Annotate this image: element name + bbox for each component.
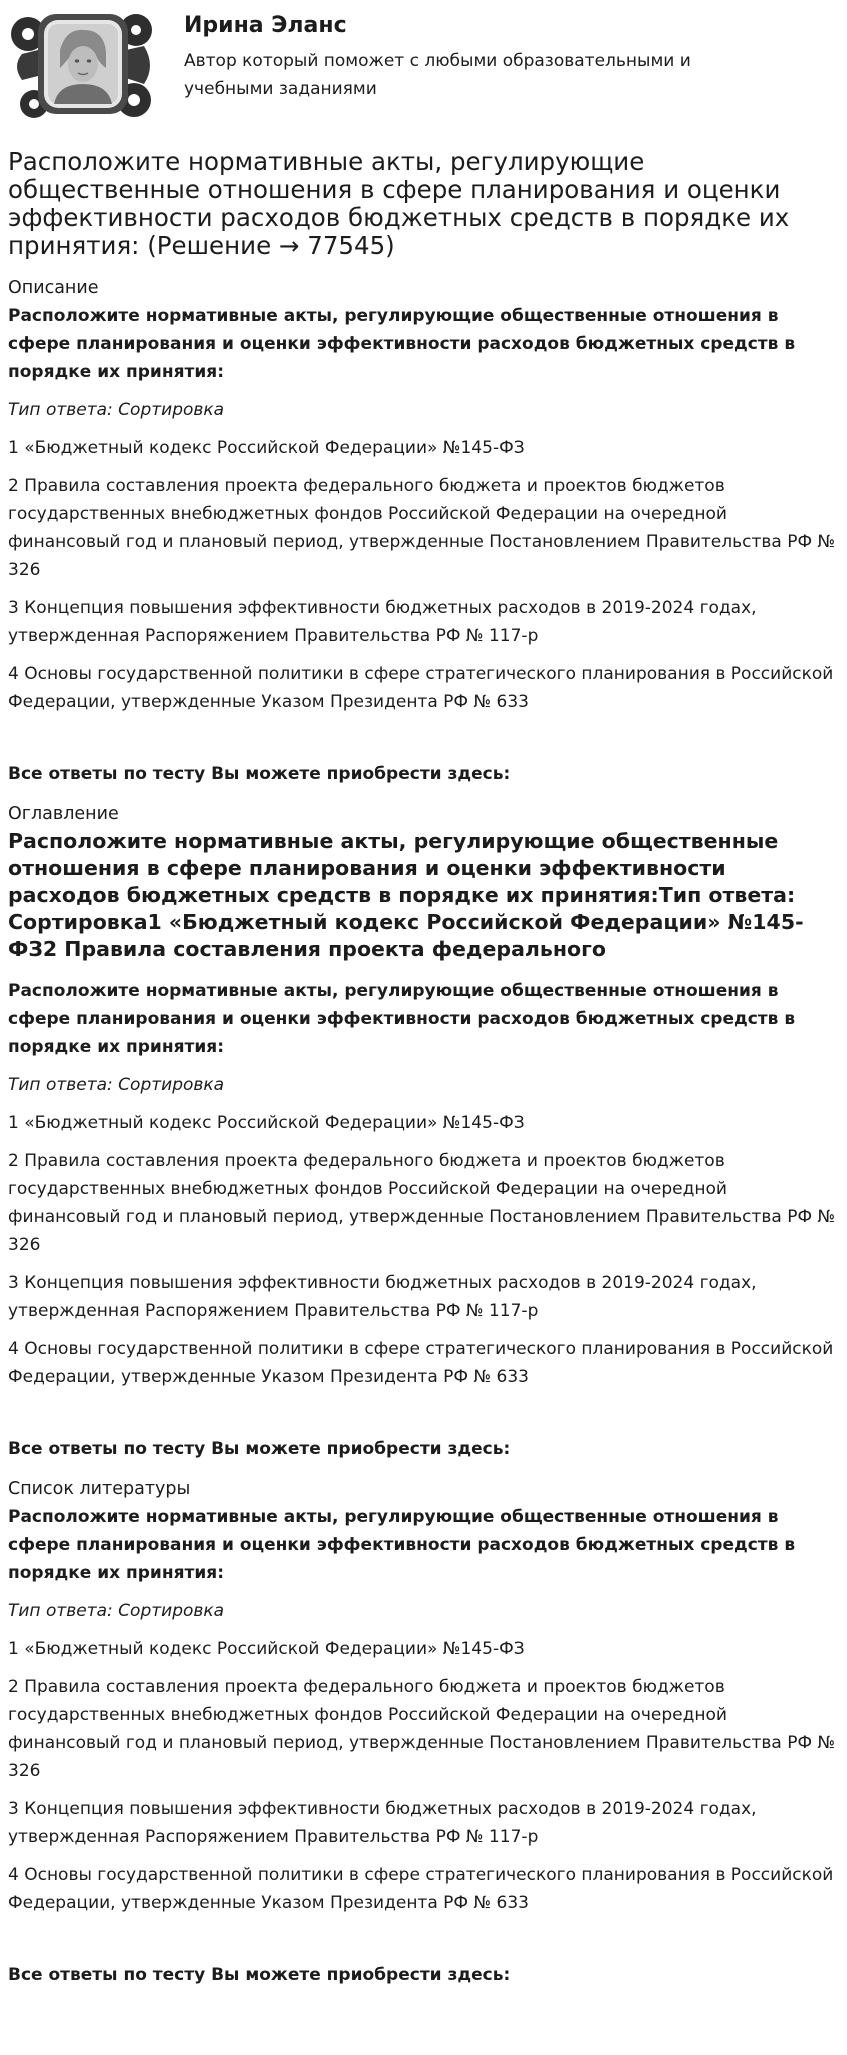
buy-answers-note: Все ответы по тесту Вы можете приобрести здесь:: [8, 1439, 511, 1459]
option-item: 4 Основы государственной политики в сфере стратегического планирования в Российской Федерации, утвержденные Указом Президента РФ № 633: [8, 1339, 834, 1387]
page-title: Расположите нормативные акты, регулирующие общественные отношения в сфере планирования и оценки эффективности расходов бюджетных средств в порядке их принятия: (Решение → 77545): [8, 147, 790, 260]
question-text: Расположите нормативные акты, регулирующие общественные отношения в сфере планирования и оценки эффективности расходов бюджетных средств в порядке их принятия:: [8, 981, 796, 1057]
toc-section: [8, 800, 839, 1463]
description-section: [8, 274, 839, 788]
question-text: Расположите нормативные акты, регулирующие общественные отношения в сфере планирования и оценки эффективности расходов бюджетных средств в порядке их принятия:: [8, 1507, 796, 1583]
section-label-description: Описание: [8, 278, 99, 298]
author-name[interactable]: Ирина Эланс: [184, 13, 347, 38]
references-section: [8, 1475, 839, 1989]
section-label-toc: Оглавление: [8, 804, 119, 824]
toc-heading: Расположите нормативные акты, регулирующие общественные отношения в сфере планирования и оценки эффективности расходов бюджетных средств в порядке их принятия:Тип ответа: Сортировка1 «Бюджетный кодекс Российской Федерации» №145-ФЗ2 Правила составления проекта федерального: [8, 829, 804, 961]
question-text: Расположите нормативные акты, регулирующие общественные отношения в сфере планирования и оценки эффективности расходов бюджетных средств в порядке их принятия:: [8, 306, 796, 382]
option-item: 1 «Бюджетный кодекс Российской Федерации» №145-ФЗ: [8, 438, 525, 458]
option-item: 4 Основы государственной политики в сфере стратегического планирования в Российской Федерации, утвержденные Указом Президента РФ № 633: [8, 664, 834, 712]
author-description: Автор который поможет с любыми образовательными и учебными заданиями: [184, 51, 691, 99]
option-item: 3 Концепция повышения эффективности бюджетных расходов в 2019-2024 годах, утвержденная Распоряжением Правительства РФ № 117-р: [8, 598, 757, 646]
option-item: 2 Правила составления проекта федерального бюджета и проектов бюджетов государственных внебюджетных фондов Российской Федерации на очередной финансовый год и плановый период, утвержденные Постановлением Правительства РФ № 326: [8, 1151, 836, 1255]
author-card: [8, 0, 839, 130]
buy-answers-note: Все ответы по тесту Вы можете приобрести здесь:: [8, 764, 511, 784]
option-item: 2 Правила составления проекта федерального бюджета и проектов бюджетов государственных внебюджетных фондов Российской Федерации на очередной финансовый год и плановый период, утвержденные Постановлением Правительства РФ № 326: [8, 476, 836, 580]
section-label-references: Список литературы: [8, 1479, 191, 1499]
answer-type: Тип ответа: Сортировка: [8, 1601, 225, 1621]
option-item: 3 Концепция повышения эффективности бюджетных расходов в 2019-2024 годах, утвержденная Распоряжением Правительства РФ № 117-р: [8, 1273, 757, 1321]
answer-type: Тип ответа: Сортировка: [8, 400, 225, 420]
option-item: 1 «Бюджетный кодекс Российской Федерации» №145-ФЗ: [8, 1113, 525, 1133]
option-item: 1 «Бюджетный кодекс Российской Федерации» №145-ФЗ: [8, 1639, 525, 1659]
option-item: 4 Основы государственной политики в сфере стратегического планирования в Российской Федерации, утвержденные Указом Президента РФ № 633: [8, 1865, 834, 1913]
option-item: 2 Правила составления проекта федерального бюджета и проектов бюджетов государственных внебюджетных фондов Российской Федерации на очередной финансовый год и плановый период, утвержденные Постановлением Правительства РФ № 326: [8, 1677, 836, 1781]
author-avatar[interactable]: [8, 6, 158, 124]
buy-answers-note: Все ответы по тесту Вы можете приобрести здесь:: [8, 1965, 511, 1985]
option-item: 3 Концепция повышения эффективности бюджетных расходов в 2019-2024 годах, утвержденная Распоряжением Правительства РФ № 117-р: [8, 1799, 757, 1847]
answer-type: Тип ответа: Сортировка: [8, 1075, 225, 1095]
